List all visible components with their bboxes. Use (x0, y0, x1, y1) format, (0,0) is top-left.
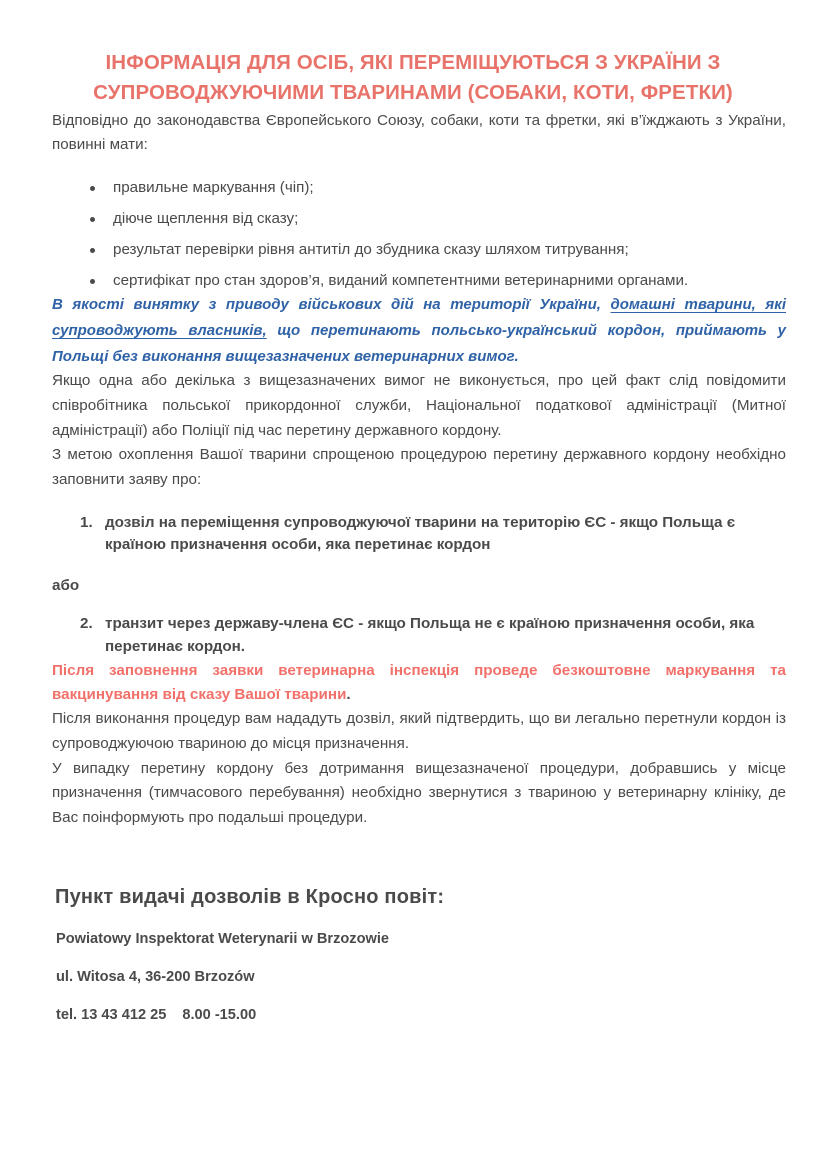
options-separator: або (52, 577, 80, 595)
page-title: ІНФОРМАЦІЯ ДЛЯ ОСІБ, ЯКІ ПЕРЕМІЩУЮТЬСЯ З УКРАЇНИ З СУПРОВОДЖУЮЧИМИ ТВАРИНАМИ (СОБАКИ, КОТИ, ФРЕТКИ) (93, 51, 733, 105)
requirements-list (52, 177, 786, 292)
free-service-note-text: Після заповнення заявки ветеринарна інспекція проведе безкоштовне маркування та вакцинування від сказу Вашої тварини (52, 661, 786, 704)
application-option-list-second (52, 613, 786, 659)
no-procedure-paragraph: У випадку перетину кордону без дотримання вищезазначеної процедури, добравшись у місце призначення (тимчасового перебування) необхідно звернутися з твариною у ветеринарну клініку, де Вас поінформують про подальші процедури. (52, 759, 786, 826)
contact-phone: tel. 13 43 412 25 (56, 1007, 167, 1024)
list-item: транзит через державу-члена ЄС - якщо Польща не є країною призначення особи, яка перетинає кордон. (105, 615, 755, 655)
list-item: сертифікат про стан здоров’я, виданий компетентними ветеринарними органами. (82, 270, 786, 292)
contact-organization: Powiatowy Inspektorat Weterynarii w Brzozowie (56, 931, 390, 948)
list-item: результат перевірки рівня антитіл до збудника сказу шляхом титрування; (82, 239, 786, 261)
contact-address: ul. Witosa 4, 36-200 Brzozów (56, 969, 255, 986)
after-procedure-paragraph: Після виконання процедур вам нададуть дозвіл, який підтвердить, що ви легально перетнули кордон із супроводжуючою твариною до місця призначення. (52, 710, 786, 752)
application-option-list-first (52, 512, 786, 558)
exception-note-underlined: домашні тварини, які супроводжують власників, (52, 296, 786, 339)
list-item: діюче щеплення від сказу; (82, 208, 786, 230)
exception-note-part-1: В якості винятку з приводу військових дій на території України, (52, 296, 611, 314)
notification-paragraph: Якщо одна або декілька з вищезазначених вимог не виконується, про цей факт слід повідомити співробітника польської прикордонної служби, Національної податкової адміністрації (Митної адміністрації) або Поліції під час перетину державного кордону. (52, 372, 786, 439)
contact-hours: 8.00 -15.00 (182, 1007, 257, 1024)
contact-section (0, 886, 826, 1023)
exception-note (52, 292, 786, 369)
exception-note-part-2: що перетинають польсько-український кордон, приймають у Польщі без виконання вищезазначених ветеринарних вимог. (52, 321, 786, 365)
contact-heading: Пункт видачі дозволів в Кросно повіт: (55, 886, 445, 909)
contact-phone-row (55, 1007, 786, 1023)
document-body (0, 109, 826, 831)
intro-paragraph: Відповідно до законодавства Європейського Союзу, собаки, коти та фретки, які в’їжджають з України, повинні мати: (52, 111, 786, 154)
free-service-note-period: . (346, 686, 351, 704)
free-service-note (52, 659, 786, 708)
list-item: дозвіл на переміщення супроводжуючої тварини на територію ЄС - якщо Польща є країною призначення особи, яка перетинає кордон (105, 513, 736, 554)
application-lead-in: З метою охоплення Вашої тварини спрощеною процедурою перетину державного кордону необхідно заповнити заяву про: (52, 446, 786, 488)
list-item: правильне маркування (чіп); (82, 177, 786, 199)
